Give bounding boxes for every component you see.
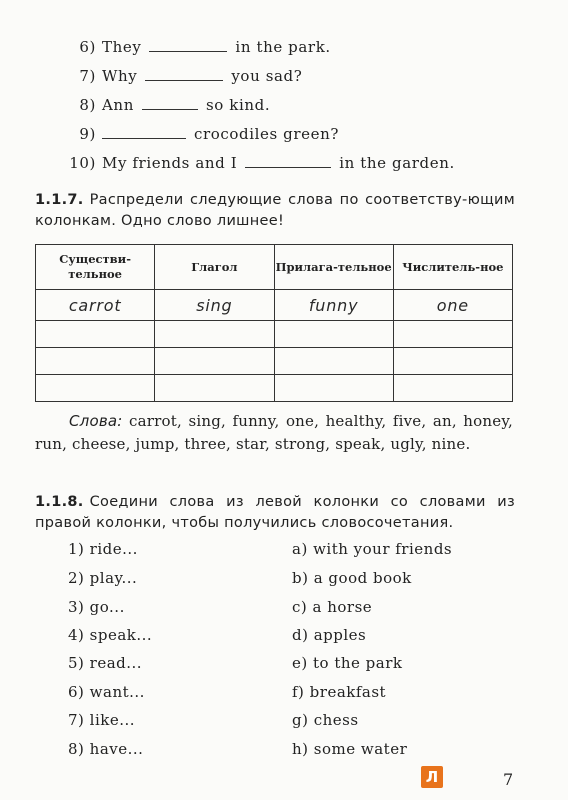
exercise-1-1-7-instructions (35, 190, 515, 232)
word-list-label: Слова: (69, 412, 123, 430)
table-cell[interactable] (274, 321, 393, 348)
left-item: 8) have... (68, 740, 144, 758)
sentence-number: 10) (69, 154, 96, 172)
left-item: 3) go... (68, 598, 125, 616)
header-adjective: Прилага-тельное (274, 245, 393, 290)
sentence-10 (62, 154, 455, 172)
fill-in-blank (102, 126, 186, 139)
exercise-text: Соедини слова из левой колонки со словами из правой колонки, чтобы получились словосочетания. (35, 494, 515, 531)
exercise-1-1-8-instructions (35, 492, 515, 534)
right-item: c) a horse (292, 598, 373, 616)
sentence-start: Ann (102, 96, 134, 114)
page-number: 7 (503, 770, 514, 789)
header-numeral: Числитель-ное (393, 245, 512, 290)
header-noun: Существи-тельное (36, 245, 155, 290)
sentence-start: My friends and I (102, 154, 238, 172)
word-list (35, 410, 513, 456)
table-cell[interactable] (274, 375, 393, 402)
parts-of-speech-table (35, 244, 513, 402)
sentence-end: so kind. (205, 96, 271, 114)
table-cell[interactable] (274, 290, 393, 321)
sentence-9 (62, 125, 339, 143)
header-verb: Глагол (155, 245, 274, 290)
table-row (36, 290, 513, 321)
right-item: h) some water (292, 740, 408, 758)
table-cell[interactable] (36, 321, 155, 348)
sentence-number: 6) (79, 38, 96, 56)
sentence-start: They (102, 38, 142, 56)
table-row (36, 321, 513, 348)
sentence-end: in the garden. (339, 154, 455, 172)
sentence-7 (62, 67, 302, 85)
right-item: a) with your friends (292, 540, 453, 558)
sentence-end: in the park. (235, 38, 331, 56)
table-cell[interactable] (274, 348, 393, 375)
fill-in-blank (149, 39, 227, 52)
left-item: 2) play... (68, 569, 138, 587)
right-item: f) breakfast (292, 683, 387, 701)
table-cell[interactable] (36, 375, 155, 402)
left-item: 4) speak... (68, 626, 153, 644)
table-cell[interactable] (155, 348, 274, 375)
sentence-end: you sad? (231, 67, 303, 85)
table-row (36, 375, 513, 402)
sentence-number: 8) (79, 96, 96, 114)
right-item: g) chess (292, 711, 359, 729)
sentence-end: crocodiles green? (194, 125, 340, 143)
table-row (36, 348, 513, 375)
exercise-text: Распредели следующие слова по соответству-ющим колонкам. Одно слово лишнее! (35, 192, 515, 229)
table-cell[interactable] (36, 348, 155, 375)
table-cell[interactable] (36, 290, 155, 321)
table-cell[interactable] (393, 290, 512, 321)
handwritten-answer: sing (196, 295, 233, 315)
fill-in-blank (142, 97, 198, 110)
handwritten-answer: carrot (68, 295, 122, 315)
sentence-number: 9) (79, 125, 96, 143)
table-cell[interactable] (393, 375, 512, 402)
handwritten-answer: one (436, 295, 469, 315)
sentence-start: Why (102, 67, 138, 85)
sentence-6 (62, 38, 331, 56)
right-item: d) apples (292, 626, 367, 644)
left-item: 6) want... (68, 683, 145, 701)
right-item: e) to the park (292, 654, 403, 672)
fill-in-blank (145, 68, 223, 81)
table-cell[interactable] (155, 290, 274, 321)
word-list-items: carrot, sing, funny, one, healthy, five, an, honey, run, cheese, jump, three, star, strong, speak, ugly, nine. (35, 412, 513, 453)
exercise-number: 1.1.8. (35, 494, 84, 510)
handwritten-answer: funny (308, 295, 359, 315)
exercise-number: 1.1.7. (35, 192, 84, 208)
left-item: 5) read... (68, 654, 143, 672)
left-item: 1) ride... (68, 540, 138, 558)
table-cell[interactable] (155, 375, 274, 402)
table-cell[interactable] (155, 321, 274, 348)
sentence-8 (62, 96, 270, 114)
table-header-row (36, 245, 513, 290)
table-cell[interactable] (393, 321, 512, 348)
sentence-number: 7) (79, 67, 96, 85)
fill-in-blank (245, 155, 331, 168)
right-item: b) a good book (292, 569, 412, 587)
table-cell[interactable] (393, 348, 512, 375)
publisher-logo-icon: Л (421, 766, 443, 788)
left-item: 7) like... (68, 711, 136, 729)
